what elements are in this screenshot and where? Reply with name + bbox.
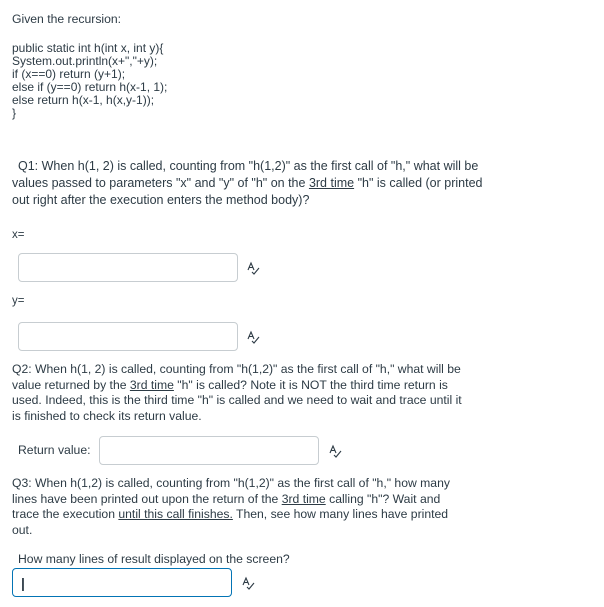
q1-text-segment: "h" is called (or printed [354, 176, 483, 190]
q3-text-segment: calling "h"? Wait and [325, 491, 441, 506]
x-label: x= [12, 229, 25, 241]
code-line: System.out.println(x+","+y); [12, 54, 158, 68]
q1-text-segment: values passed to parameters "x" and "y" of "h" on the [12, 176, 309, 190]
y-label: y= [12, 295, 25, 307]
spellcheck-icon[interactable] [241, 576, 255, 590]
code-line: else if (y==0) return h(x-1, 1); [12, 80, 168, 94]
q3-line: Q3: When h(1,2) is called, counting from "h(1,2)" as the first call of "h," how many [12, 476, 450, 490]
q3-text-segment: lines have been printed out upon the return of the [12, 491, 282, 506]
q3-text-segment: Then, see how many lines have printed [232, 507, 449, 521]
q3-line [12, 507, 450, 523]
q2-emphasis: 3rd time [129, 377, 174, 392]
q3-emphasis: until this call finishes. [118, 507, 233, 521]
q1-text [12, 158, 482, 209]
y-input[interactable] [18, 322, 238, 351]
code-line: } [12, 106, 17, 120]
text-cursor: | [21, 575, 25, 591]
q2-line: Q2: When h(1, 2) is called, counting from "h(1,2)" as the first call of "h," what will be [12, 362, 461, 376]
q2-line: used. Indeed, this is the third time "h" is called and we need to wait and trace until it [12, 393, 462, 407]
x-input[interactable] [18, 253, 238, 282]
q2-text-segment: value returned by the [12, 377, 130, 392]
q3-line [12, 492, 450, 508]
lines-count-input[interactable] [12, 568, 232, 597]
q1-line [12, 175, 482, 192]
spellcheck-icon[interactable] [246, 261, 260, 275]
spellcheck-icon[interactable] [328, 444, 342, 458]
return-value-label: Return value: [18, 443, 91, 457]
spellcheck-icon[interactable] [246, 330, 260, 344]
q3-text-segment: trace the execution [12, 507, 119, 521]
code-line: else return h(x-1, h(x,y-1)); [12, 93, 155, 107]
code-line: if (x==0) return (y+1); [12, 67, 126, 81]
q2-line [12, 378, 462, 394]
lines-count-label: How many lines of result displayed on the screen? [18, 552, 290, 566]
q1-emphasis: 3rd time [308, 176, 355, 190]
q3-emphasis: 3rd time [281, 491, 326, 506]
q2-line: is finished to check its return value. [12, 408, 202, 423]
q3-line: out. [12, 522, 33, 537]
q2-text-segment: "h" is called? Note it is NOT the third time return is [173, 377, 448, 392]
return-value-input[interactable] [99, 436, 319, 465]
q1-line: out right after the execution enters the method body)? [12, 193, 310, 207]
intro-heading: Given the recursion: [12, 12, 122, 26]
q3-text [12, 476, 450, 538]
code-line: public static int h(int x, int y){ [12, 41, 164, 55]
code-block [12, 42, 167, 120]
q1-line: Q1: When h(1, 2) is called, counting from "h(1,2)" as the first call of "h," what will be [18, 159, 479, 173]
q2-text [12, 362, 462, 424]
